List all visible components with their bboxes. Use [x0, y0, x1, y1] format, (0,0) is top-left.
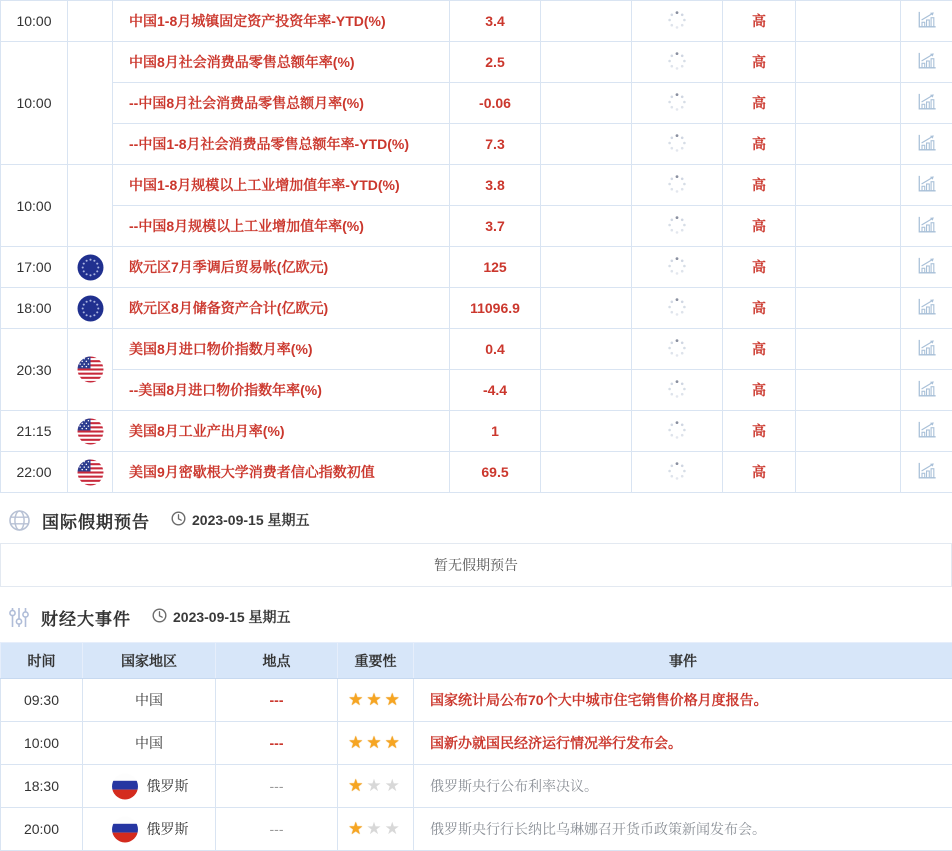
country-name: 俄罗斯 [147, 776, 189, 796]
effect-cell-empty [796, 1, 901, 42]
chart-button-cell[interactable] [901, 165, 952, 206]
previous-value: 7.3 [450, 124, 541, 165]
effect-cell-empty [796, 452, 901, 493]
event-row [1, 679, 952, 722]
chart-button-cell[interactable] [901, 83, 952, 124]
country-name: 俄罗斯 [147, 819, 189, 839]
date-text: 2023-09-15 星期五 [173, 607, 291, 627]
importance-stars [338, 679, 414, 722]
importance-stars [338, 722, 414, 765]
ru-flag-icon [110, 816, 140, 843]
event-time: 10:00 [1, 165, 68, 247]
importance-label: 高 [723, 452, 796, 493]
previous-value: 3.7 [450, 206, 541, 247]
chart-icon[interactable] [916, 256, 938, 276]
date-text: 2023-09-15 星期五 [192, 510, 310, 530]
indicator-name-link[interactable]: --中国8月社会消费品零售总额月率(%) [113, 83, 450, 124]
effect-cell-empty [796, 42, 901, 83]
published-value-loading [632, 288, 723, 329]
forecast-value-empty [541, 452, 632, 493]
indicator-name-link[interactable]: --美国8月进口物价指数年率(%) [113, 370, 450, 411]
event-time: 10:00 [1, 42, 68, 165]
effect-cell-empty [796, 83, 901, 124]
star-icon-empty: ★ [366, 776, 384, 795]
ru-flag-icon [110, 773, 140, 800]
event-description-link[interactable]: 国家统计局公布70个大中城市住宅销售价格月度报告。 [414, 679, 952, 722]
chart-button-cell[interactable] [901, 411, 952, 452]
event-time: 17:00 [1, 247, 68, 288]
forecast-value-empty [541, 329, 632, 370]
events-section-date [152, 607, 291, 627]
loading-spinner-icon [666, 378, 688, 400]
holiday-empty-box [0, 543, 952, 587]
forecast-value-empty [541, 288, 632, 329]
big-events-table [0, 642, 952, 851]
calendar-row [1, 370, 952, 411]
calendar-row [1, 83, 952, 124]
indicator-name-link[interactable]: --中国8月规模以上工业增加值年率(%) [113, 206, 450, 247]
indicator-name-link[interactable]: 美国8月工业产出月率(%) [113, 411, 450, 452]
loading-spinner-icon [666, 132, 688, 154]
effect-cell-empty [796, 370, 901, 411]
country-name: 中国 [135, 733, 163, 753]
published-value-loading [632, 452, 723, 493]
chart-button-cell[interactable] [901, 1, 952, 42]
indicator-name-link[interactable]: --中国1-8月社会消费品零售总额年率-YTD(%) [113, 124, 450, 165]
event-row [1, 722, 952, 765]
country-cell [135, 690, 163, 710]
country-flag-cell [68, 329, 113, 411]
chart-icon[interactable] [916, 51, 938, 71]
chart-button-cell[interactable] [901, 370, 952, 411]
flag-cell-empty [68, 1, 113, 42]
country-cell [110, 816, 189, 843]
calendar-row [1, 165, 952, 206]
previous-value: 0.4 [450, 329, 541, 370]
importance-label: 高 [723, 83, 796, 124]
star-icon-filled: ★ [366, 733, 384, 752]
effect-cell-empty [796, 206, 901, 247]
chart-icon[interactable] [916, 215, 938, 235]
event-time: 21:15 [1, 411, 68, 452]
event-location: --- [216, 679, 338, 722]
star-icon-filled: ★ [348, 819, 366, 838]
calendar-row [1, 411, 952, 452]
effect-cell-empty [796, 329, 901, 370]
event-time: 18:30 [1, 765, 83, 808]
loading-spinner-icon [666, 296, 688, 318]
event-time: 18:00 [1, 288, 68, 329]
published-value-loading [632, 247, 723, 288]
forecast-value-empty [541, 42, 632, 83]
loading-spinner-icon [666, 460, 688, 482]
effect-cell-empty [796, 288, 901, 329]
published-value-loading [632, 1, 723, 42]
calendar-row [1, 288, 952, 329]
published-value-loading [632, 411, 723, 452]
us-flag-icon [77, 459, 104, 486]
effect-cell-empty [796, 247, 901, 288]
chart-icon[interactable] [916, 338, 938, 358]
event-time: 20:30 [1, 329, 68, 411]
loading-spinner-icon [666, 50, 688, 72]
previous-value: 69.5 [450, 452, 541, 493]
country-name: 中国 [135, 690, 163, 710]
calendar-row [1, 329, 952, 370]
published-value-loading [632, 83, 723, 124]
event-row [1, 808, 952, 851]
forecast-value-empty [541, 206, 632, 247]
importance-label: 高 [723, 288, 796, 329]
country-cell [135, 733, 163, 753]
previous-value: -0.06 [450, 83, 541, 124]
event-description: 俄罗斯央行行长纳比乌琳娜召开货币政策新闻发布会。 [414, 808, 952, 851]
clock-icon [171, 511, 186, 529]
previous-value: 1 [450, 411, 541, 452]
importance-label: 高 [723, 329, 796, 370]
event-time: 20:00 [1, 808, 83, 851]
published-value-loading [632, 165, 723, 206]
importance-label: 高 [723, 370, 796, 411]
chart-icon[interactable] [916, 92, 938, 112]
chart-icon[interactable] [916, 297, 938, 317]
us-flag-icon [77, 356, 104, 383]
event-row [1, 765, 952, 808]
loading-spinner-icon [666, 214, 688, 236]
loading-spinner-icon [666, 337, 688, 359]
holiday-section-title: 国际假期预告 [42, 508, 150, 533]
event-description: 俄罗斯央行公布利率决议。 [414, 765, 952, 808]
flag-cell-empty [68, 165, 113, 247]
events-table-header-row [1, 643, 952, 679]
country-flag-cell [68, 411, 113, 452]
calendar-row [1, 206, 952, 247]
sliders-icon [8, 606, 30, 629]
chart-icon[interactable] [916, 133, 938, 153]
published-value-loading [632, 370, 723, 411]
chart-button-cell[interactable] [901, 124, 952, 165]
event-time: 10:00 [1, 722, 83, 765]
calendar-row [1, 247, 952, 288]
star-icon-filled: ★ [348, 733, 366, 752]
star-icon-empty: ★ [366, 819, 384, 838]
chart-icon[interactable] [916, 420, 938, 440]
previous-value: 125 [450, 247, 541, 288]
forecast-value-empty [541, 124, 632, 165]
chart-button-cell[interactable] [901, 206, 952, 247]
eu-flag-icon [77, 254, 104, 281]
chart-icon[interactable] [916, 379, 938, 399]
events-section-title: 财经大事件 [41, 605, 131, 630]
importance-label: 高 [723, 206, 796, 247]
calendar-row [1, 124, 952, 165]
forecast-value-empty [541, 165, 632, 206]
loading-spinner-icon [666, 255, 688, 277]
previous-value: 3.4 [450, 1, 541, 42]
calendar-row [1, 1, 952, 42]
importance-stars [338, 765, 414, 808]
event-time: 09:30 [1, 679, 83, 722]
importance-label: 高 [723, 165, 796, 206]
holiday-empty-message: 暂无假期预告 [434, 555, 518, 575]
events-column-header: 地点 [216, 643, 338, 679]
effect-cell-empty [796, 411, 901, 452]
holiday-section-date [171, 510, 310, 530]
importance-label: 高 [723, 247, 796, 288]
events-column-header: 国家地区 [83, 643, 216, 679]
events-column-header: 重要性 [338, 643, 414, 679]
event-time: 10:00 [1, 1, 68, 42]
chart-button-cell[interactable] [901, 288, 952, 329]
country-flag-cell [68, 288, 113, 329]
calendar-row [1, 452, 952, 493]
importance-label: 高 [723, 124, 796, 165]
star-icon-filled: ★ [385, 733, 403, 752]
indicator-name-link[interactable]: 中国8月社会消费品零售总额年率(%) [113, 42, 450, 83]
star-icon-filled: ★ [348, 776, 366, 795]
us-flag-icon [77, 418, 104, 445]
indicator-name-link[interactable]: 欧元区8月储备资产合计(亿欧元) [113, 288, 450, 329]
chart-button-cell[interactable] [901, 452, 952, 493]
indicator-name-link[interactable]: 欧元区7月季调后贸易帐(亿欧元) [113, 247, 450, 288]
events-section-header [0, 604, 952, 630]
effect-cell-empty [796, 124, 901, 165]
importance-label: 高 [723, 411, 796, 452]
globe-icon [8, 509, 31, 532]
country-flag-cell [68, 247, 113, 288]
calendar-row [1, 42, 952, 83]
forecast-value-empty [541, 1, 632, 42]
indicator-name-link[interactable]: 中国1-8月城镇固定资产投资年率-YTD(%) [113, 1, 450, 42]
loading-spinner-icon [666, 419, 688, 441]
chart-icon[interactable] [916, 461, 938, 481]
previous-value: -4.4 [450, 370, 541, 411]
eu-flag-icon [77, 295, 104, 322]
importance-label: 高 [723, 1, 796, 42]
clock-icon [152, 608, 167, 626]
event-location: --- [216, 765, 338, 808]
event-time: 22:00 [1, 452, 68, 493]
forecast-value-empty [541, 83, 632, 124]
indicator-name-link[interactable]: 美国9月密歇根大学消费者信心指数初值 [113, 452, 450, 493]
country-cell [110, 773, 189, 800]
country-flag-cell [68, 452, 113, 493]
event-location: --- [216, 808, 338, 851]
loading-spinner-icon [666, 173, 688, 195]
holiday-section-header [0, 507, 952, 533]
published-value-loading [632, 329, 723, 370]
events-column-header: 事件 [414, 643, 952, 679]
event-description-link[interactable]: 国新办就国民经济运行情况举行发布会。 [414, 722, 952, 765]
star-icon-empty: ★ [385, 776, 403, 795]
published-value-loading [632, 42, 723, 83]
indicator-name-link[interactable]: 中国1-8月规模以上工业增加值年率-YTD(%) [113, 165, 450, 206]
chart-button-cell[interactable] [901, 329, 952, 370]
importance-stars [338, 808, 414, 851]
importance-label: 高 [723, 42, 796, 83]
star-icon-filled: ★ [366, 690, 384, 709]
chart-button-cell[interactable] [901, 247, 952, 288]
published-value-loading [632, 124, 723, 165]
chart-icon[interactable] [916, 10, 938, 30]
previous-value: 2.5 [450, 42, 541, 83]
previous-value: 3.8 [450, 165, 541, 206]
chart-icon[interactable] [916, 174, 938, 194]
flag-cell-empty [68, 42, 113, 165]
loading-spinner-icon [666, 9, 688, 31]
indicator-name-link[interactable]: 美国8月进口物价指数月率(%) [113, 329, 450, 370]
published-value-loading [632, 206, 723, 247]
star-icon-filled: ★ [348, 690, 366, 709]
effect-cell-empty [796, 165, 901, 206]
chart-button-cell[interactable] [901, 42, 952, 83]
forecast-value-empty [541, 411, 632, 452]
previous-value: 11096.9 [450, 288, 541, 329]
loading-spinner-icon [666, 91, 688, 113]
event-location: --- [216, 722, 338, 765]
events-column-header: 时间 [1, 643, 83, 679]
star-icon-empty: ★ [385, 819, 403, 838]
forecast-value-empty [541, 247, 632, 288]
forecast-value-empty [541, 370, 632, 411]
star-icon-filled: ★ [385, 690, 403, 709]
